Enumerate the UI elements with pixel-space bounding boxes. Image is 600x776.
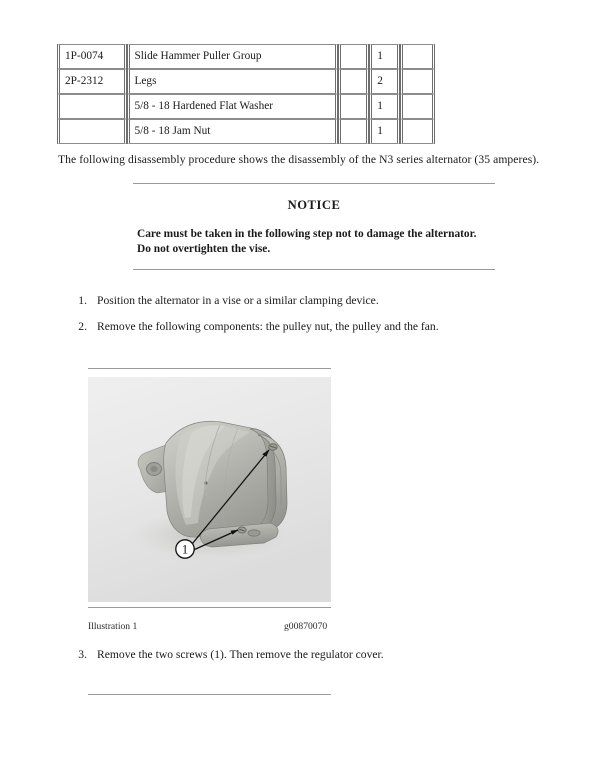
cell-spacer-a: [338, 119, 369, 144]
step-number: 2.: [78, 320, 87, 333]
illustration-graphic-id: g00870070: [284, 621, 328, 632]
cell-part-number: 2P-2312: [57, 69, 127, 94]
cell-description: 5/8 - 18 Hardened Flat Washer: [127, 94, 338, 119]
cell-description: Slide Hammer Puller Group: [127, 44, 338, 69]
cell-spacer-a: [338, 44, 369, 69]
cell-description: 5/8 - 18 Jam Nut: [127, 119, 338, 144]
required-tools-table: [57, 44, 435, 144]
cell-spacer-b: [400, 69, 435, 94]
cell-part-number: [57, 94, 127, 119]
cell-part-number: 1P-0074: [57, 44, 127, 69]
notice-body: [137, 227, 507, 257]
cell-quantity: 1: [369, 44, 400, 69]
illustration-rule-top: [88, 368, 331, 369]
notice-line-1: Care must be taken in the following step not to damage the alternator.: [137, 228, 477, 240]
step-number: 1.: [78, 294, 87, 307]
table-row: [57, 119, 435, 144]
cell-spacer-b: [400, 44, 435, 69]
table-row: [57, 69, 435, 94]
cell-spacer-b: [400, 94, 435, 119]
step-number: 3.: [78, 648, 87, 661]
section-divider-rule: [88, 694, 331, 695]
cell-spacer-b: [400, 119, 435, 144]
step-text: Position the alternator in a vise or a similar clamping device.: [97, 294, 379, 307]
notice-title: NOTICE: [287, 198, 341, 212]
cell-description: Legs: [127, 69, 338, 94]
cell-quantity: 1: [369, 119, 400, 144]
cell-spacer-a: [338, 69, 369, 94]
notice-rule-bottom: [133, 269, 495, 270]
cell-part-number: [57, 119, 127, 144]
alternator-photo-graphic: [88, 377, 331, 602]
table-row: [57, 94, 435, 119]
cell-spacer-a: [338, 94, 369, 119]
illustration-caption-label: Illustration 1: [88, 621, 138, 632]
cell-quantity: 1: [369, 94, 400, 119]
callout-number-1: 1: [181, 542, 189, 557]
step-item-1: [71, 294, 541, 308]
table-row: [57, 44, 435, 69]
intro-paragraph: The following disassembly procedure shows the disassembly of the N3 series alternator (35 amperes).: [58, 153, 540, 166]
cell-quantity: 2: [369, 69, 400, 94]
step-text: Remove the following components: the pulley nut, the pulley and the fan.: [97, 320, 439, 333]
illustration-image: [88, 377, 331, 602]
table-body: [57, 44, 435, 144]
step-item-3: [71, 648, 541, 662]
notice-rule-top: [133, 183, 495, 184]
step-text: Remove the two screws (1). Then remove the regulator cover.: [97, 648, 384, 661]
notice-line-2: Do not overtighten the vise.: [137, 243, 271, 256]
step-item-2: [71, 320, 541, 334]
illustration-rule-bottom: [88, 607, 331, 608]
